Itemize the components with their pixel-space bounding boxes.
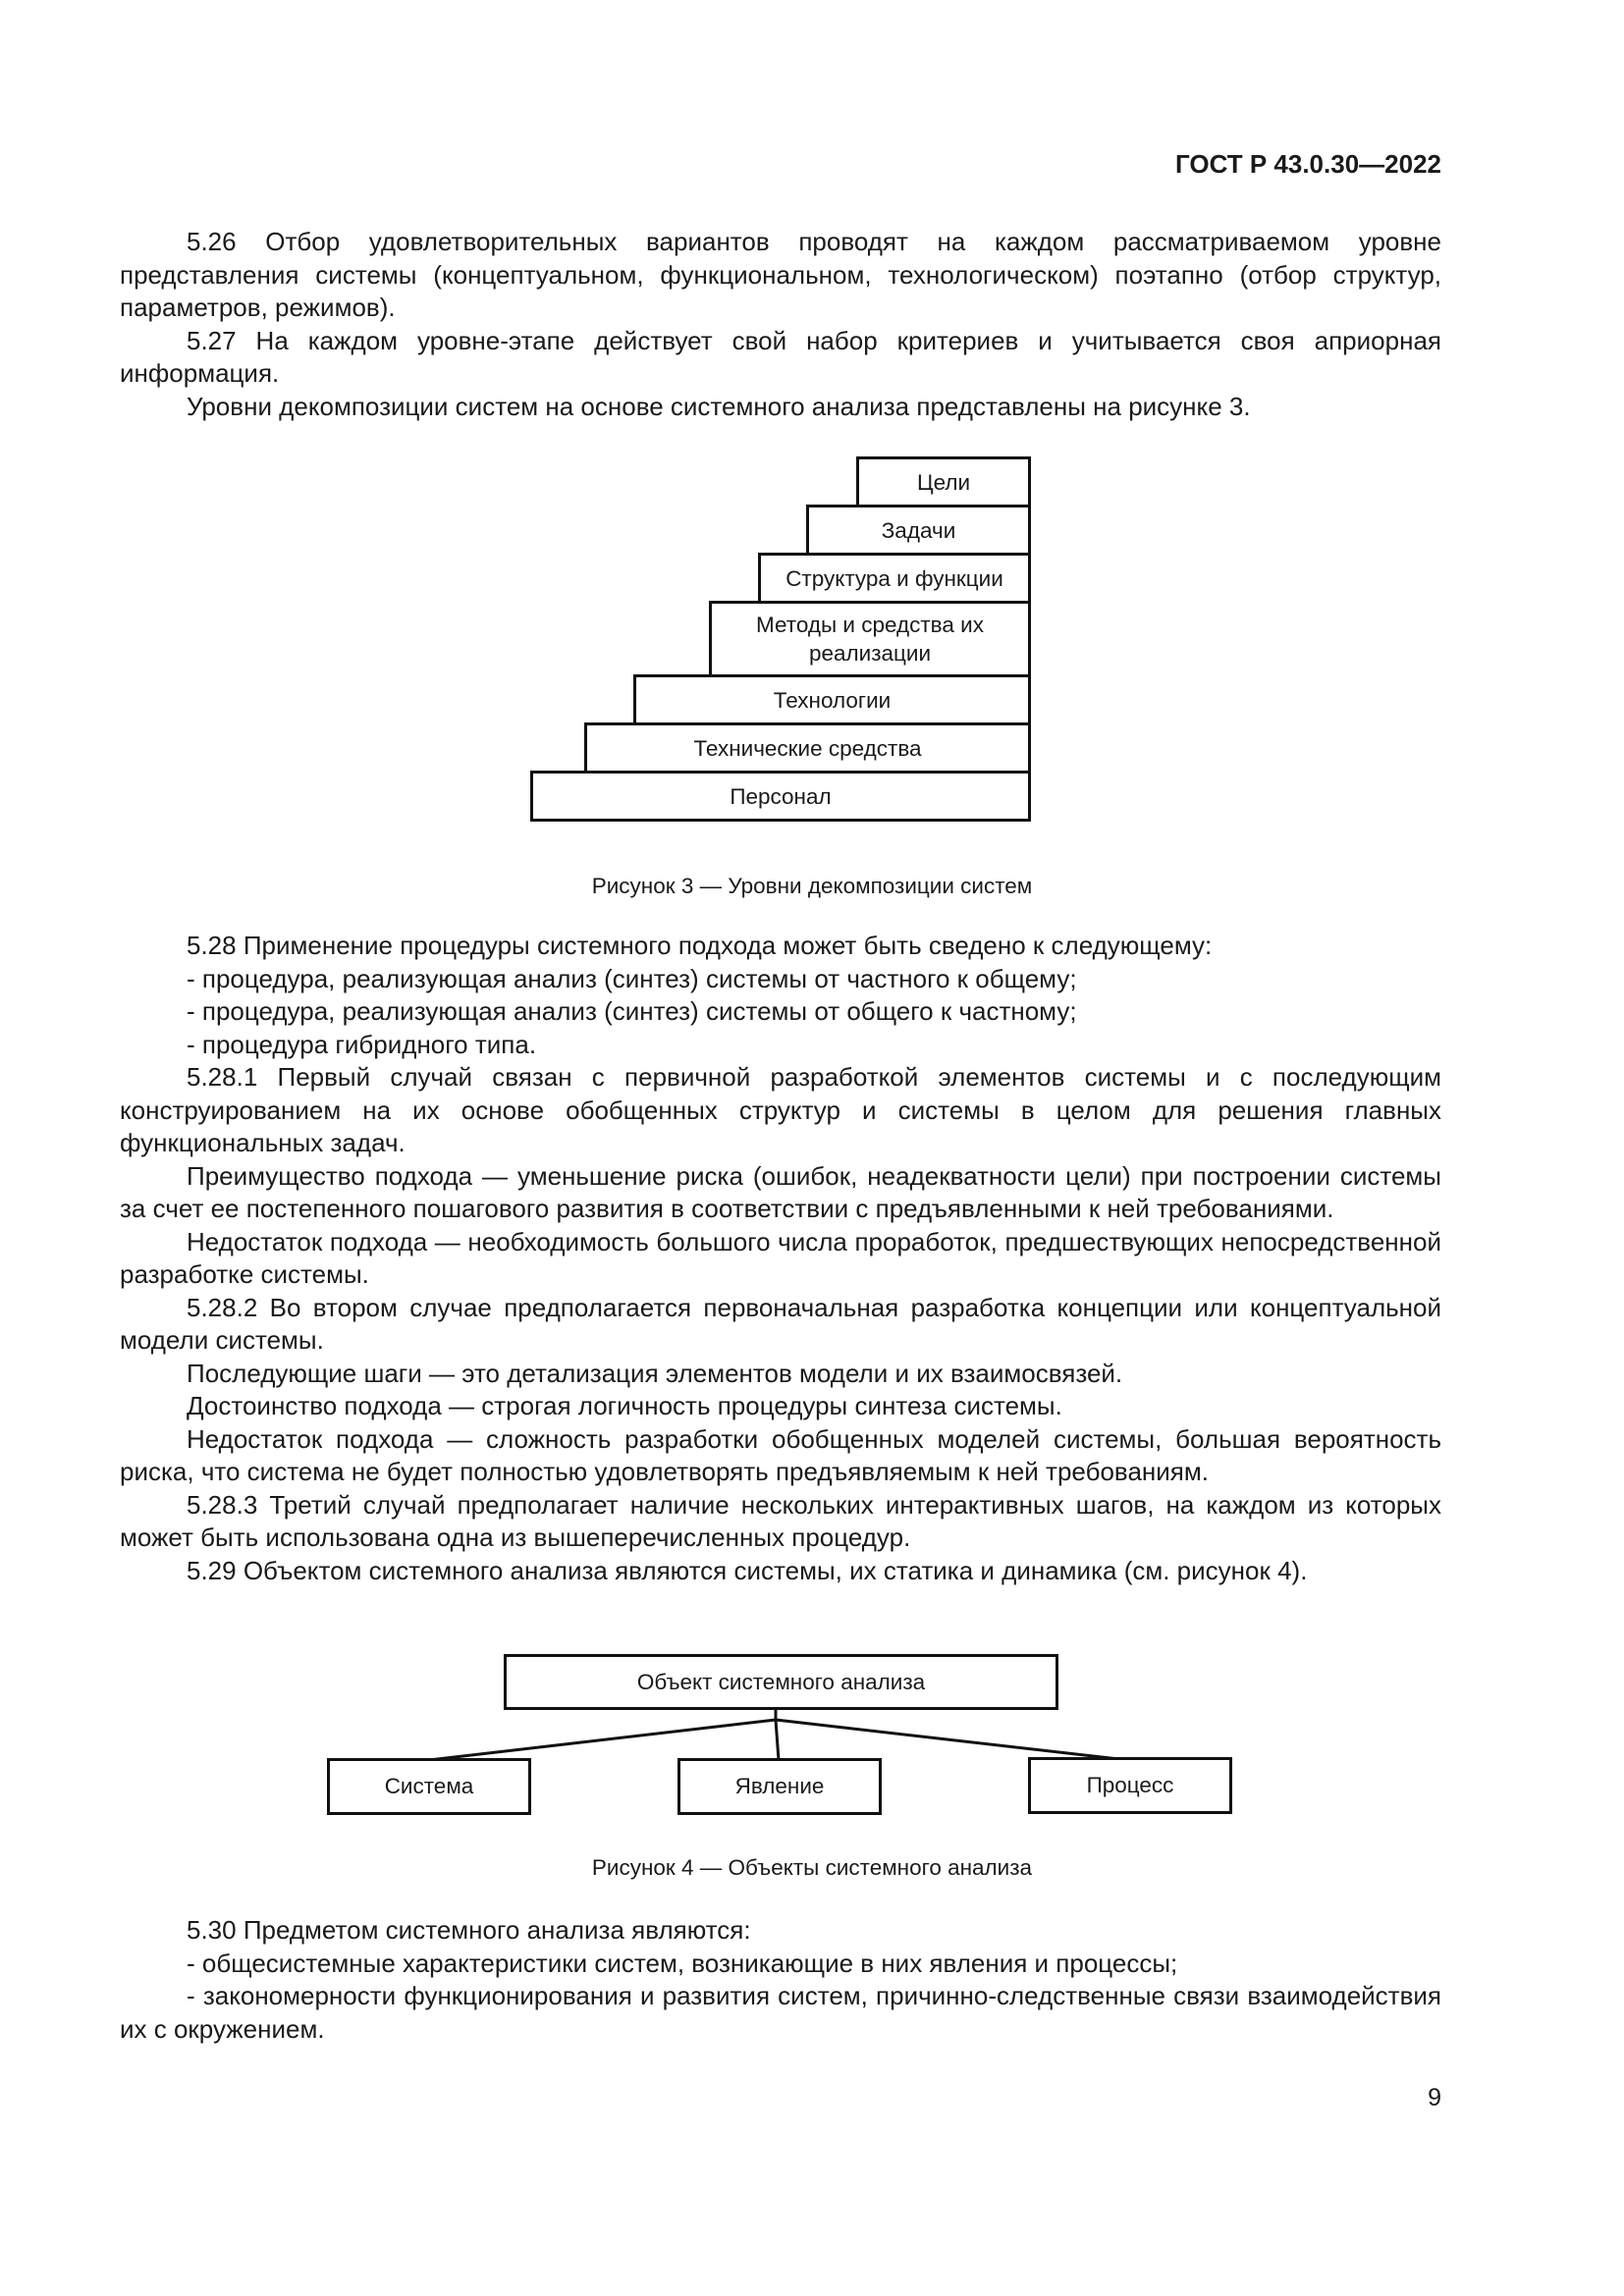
page-number: 9 xyxy=(1428,2084,1441,2111)
level-technologies: Технологии xyxy=(633,674,1031,725)
paragraph: Последующие шаги — это детализация элементов модели и их взаимосвязей. xyxy=(187,1358,1123,1388)
list-item: - общесистемные характеристики систем, возникающие в них явления и процессы; xyxy=(187,1948,1178,1978)
paragraph: Достоинство подхода — строгая логичность процедуры синтеза системы. xyxy=(187,1391,1062,1420)
section-5-28-5-29 xyxy=(120,930,1441,1587)
paragraph: Уровни декомпозиции систем на основе системного анализа представлены на рисунке 3. xyxy=(187,391,1251,421)
figure-3-staircase xyxy=(530,456,1031,834)
paragraph: Недостаток подхода — необходимость большого числа проработок, предшествующих непосредственной разработке системы. xyxy=(120,1226,1441,1289)
paragraph: 5.28.1 Первый случай связан с первичной разработкой элементов системы и с последующим конструированием на их основе обобщенных структур и системы в целом для решения главных функциональных задач. xyxy=(120,1062,1441,1157)
level-structure-functions: Структура и функции xyxy=(758,553,1031,604)
section-5-26-5-27 xyxy=(120,226,1441,423)
list-item: - процедура, реализующая анализ (синтез) системы от общего к частному; xyxy=(187,996,1077,1026)
paragraph: 5.28 Применение процедуры системного подхода может быть сведено к следующему: xyxy=(187,931,1213,960)
figure-4-caption: Рисунок 4 — Объекты системного анализа xyxy=(591,1855,1033,1880)
paragraph: Преимущество подхода — уменьшение риска (ошибок, неадекватности цели) при построении системы за счет ее постепенного пошагового развития в соответствии с предъявленными к ней требованиями. xyxy=(120,1160,1441,1223)
node-root: Объект системного анализа xyxy=(504,1654,1058,1710)
paragraph: 5.26 Отбор удовлетворительных вариантов проводят на каждом рассматриваемом уровне представления системы (концептуальном, функциональном, технологическом) поэтапно (отбор структур, параметров, режимов). xyxy=(120,227,1441,322)
level-tasks: Задачи xyxy=(806,505,1031,556)
node-system: Система xyxy=(327,1758,531,1815)
list-item: - закономерности функционирования и развития систем, причинно-следственные связи взаимодействия их с окружением. xyxy=(120,1981,1441,2044)
paragraph: 5.28.2 Во втором случае предполагается первоначальная разработка концепции или концептуальной модели системы. xyxy=(120,1292,1441,1355)
level-technical-means: Технические средства xyxy=(584,722,1031,774)
connector-right xyxy=(776,1720,1127,1760)
figure-3-caption: Рисунок 3 — Уровни декомпозиции систем xyxy=(591,874,1033,898)
list-item: - процедура гибридного типа. xyxy=(187,1029,537,1059)
level-methods: Методы и средства их реализации xyxy=(709,601,1031,677)
paragraph: 5.29 Объектом системного анализа являются системы, их статика и динамика (см. рисунок 4). xyxy=(187,1555,1308,1585)
document-code: ГОСТ Р 43.0.30—2022 xyxy=(1174,149,1441,179)
connector-left xyxy=(429,1720,776,1760)
paragraph: 5.30 Предметом системного анализа являются: xyxy=(187,1915,751,1945)
node-phenomenon: Явление xyxy=(677,1758,882,1815)
list-item: - процедура, реализующая анализ (синтез) системы от частного к общему; xyxy=(187,963,1077,993)
paragraph: 5.27 На каждом уровне-этапе действует свой набор критериев и учитывается своя априорная информация. xyxy=(120,325,1441,388)
level-personnel: Персонал xyxy=(530,771,1031,822)
section-5-30 xyxy=(120,1914,1441,2046)
paragraph: 5.28.3 Третий случай предполагает наличие нескольких интерактивных шагов, на каждом из которых может быть использована одна из вышеперечисленных процедур. xyxy=(120,1489,1441,1552)
connector-middle xyxy=(776,1720,779,1760)
level-goals: Цели xyxy=(856,456,1031,507)
node-process: Процесс xyxy=(1028,1757,1232,1814)
paragraph: Недостаток подхода — сложность разработки обобщенных моделей системы, большая вероятность риска, что система не будет полностью удовлетворять предъявляемым к ней требованиям. xyxy=(120,1423,1441,1486)
